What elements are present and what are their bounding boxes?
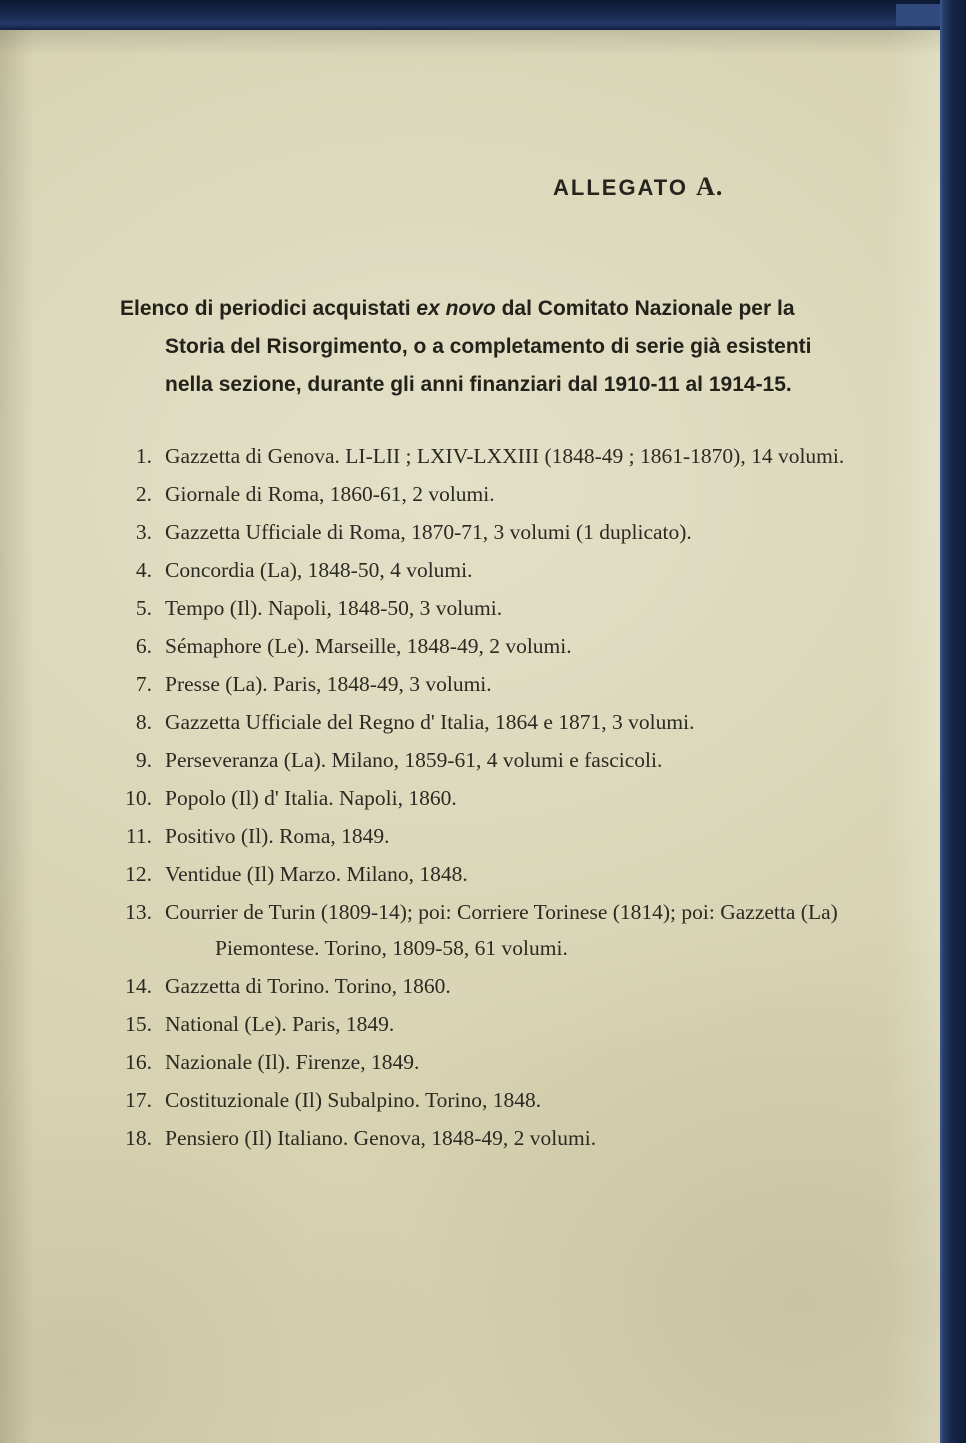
item-text: Gazzetta Ufficiale di Roma, 1870-71, 3 volumi (1 duplicato). — [165, 520, 692, 544]
item-number: 5. — [135, 596, 152, 620]
item-text: Gazzetta Ufficiale del Regno d' Italia, 1864 e 1871, 3 volumi. — [165, 710, 695, 734]
item-text: Popolo (Il) d' Italia. Napoli, 1860. — [165, 786, 457, 810]
item-text: Tempo (Il). Napoli, 1848-50, 3 volumi. — [165, 596, 503, 620]
item-text: Courrier de Turin (1809-14); poi: Corriere Torinese (1814); poi: Gazzetta (La) Piemontese. Torino, 1809-58, 61 volumi. — [165, 900, 838, 960]
allegato-letter: A. — [696, 172, 724, 201]
item-text: Costituzionale (Il) Subalpino. Torino, 1848. — [165, 1088, 542, 1112]
intro-text-prefix: Elenco di periodici acquistati — [120, 297, 417, 320]
item-text: Presse (La). Paris, 1848-49, 3 volumi. — [165, 672, 492, 696]
list-item — [120, 1082, 942, 1118]
list-item — [120, 742, 942, 778]
item-number: 16. — [125, 1050, 152, 1074]
item-number: 2. — [135, 482, 152, 506]
book-binding-right-edge — [940, 0, 966, 1443]
item-text: Ventidue (Il) Marzo. Milano, 1848. — [165, 862, 468, 886]
item-text: Gazzetta di Torino. Torino, 1860. — [165, 974, 451, 998]
list-item — [120, 1120, 942, 1156]
item-number: 13. — [125, 900, 152, 924]
item-text: Perseveranza (La). Milano, 1859-61, 4 volumi e fascicoli. — [165, 748, 663, 772]
binding-highlight — [896, 4, 940, 26]
list-item — [120, 552, 942, 588]
item-number: 8. — [135, 710, 152, 734]
list-item — [120, 818, 942, 854]
item-number: 17. — [125, 1088, 152, 1112]
item-number: 12. — [125, 862, 152, 886]
list-item — [120, 438, 942, 474]
item-number: 9. — [135, 748, 152, 772]
intro-paragraph — [120, 290, 833, 404]
item-number: 3. — [135, 520, 152, 544]
item-number: 14. — [125, 974, 152, 998]
list-item — [120, 590, 942, 626]
paper-page — [0, 30, 942, 1443]
allegato-word: ALLEGATO — [553, 175, 697, 200]
item-number: 10. — [125, 786, 152, 810]
item-text: Pensiero (Il) Italiano. Genova, 1848-49, 2 volumi. — [165, 1126, 597, 1150]
intro-text-suffix: dal Comitato Nazionale per la Storia del Risorgimento, o a completamento di serie già esistenti nella sezione, durante gli anni finanziari dal 1910-11 al 1914-15. — [165, 297, 812, 396]
item-text: Gazzetta di Genova. LI-LII ; LXIV-LXXIII (1848-49 ; 1861-1870), 14 volumi. — [165, 444, 845, 468]
periodicals-list — [120, 438, 942, 1156]
item-number: 6. — [135, 634, 152, 658]
item-number: 15. — [125, 1012, 152, 1036]
list-item — [120, 856, 942, 892]
list-item — [120, 780, 942, 816]
item-number: 18. — [125, 1126, 152, 1150]
list-item — [120, 514, 942, 550]
list-item — [120, 704, 942, 740]
item-text: Positivo (Il). Roma, 1849. — [165, 824, 390, 848]
item-text: National (Le). Paris, 1849. — [165, 1012, 395, 1036]
item-text: Giornale di Roma, 1860-61, 2 volumi. — [165, 482, 495, 506]
list-item — [120, 1006, 942, 1042]
item-number: 7. — [135, 672, 152, 696]
list-item — [120, 1044, 942, 1080]
allegato-heading — [553, 172, 942, 202]
list-item — [120, 894, 942, 966]
list-item — [120, 628, 942, 664]
item-text: Concordia (La), 1848-50, 4 volumi. — [165, 558, 473, 582]
item-number: 1. — [135, 444, 152, 468]
item-number: 11. — [125, 824, 152, 848]
list-item — [120, 666, 942, 702]
list-item — [120, 476, 942, 512]
intro-text-italic: ex novo — [416, 297, 496, 320]
item-text: Sémaphore (Le). Marseille, 1848-49, 2 volumi. — [165, 634, 572, 658]
item-text: Nazionale (Il). Firenze, 1849. — [165, 1050, 420, 1074]
book-binding-top-edge — [0, 0, 966, 30]
list-item — [120, 968, 942, 1004]
item-number: 4. — [135, 558, 152, 582]
